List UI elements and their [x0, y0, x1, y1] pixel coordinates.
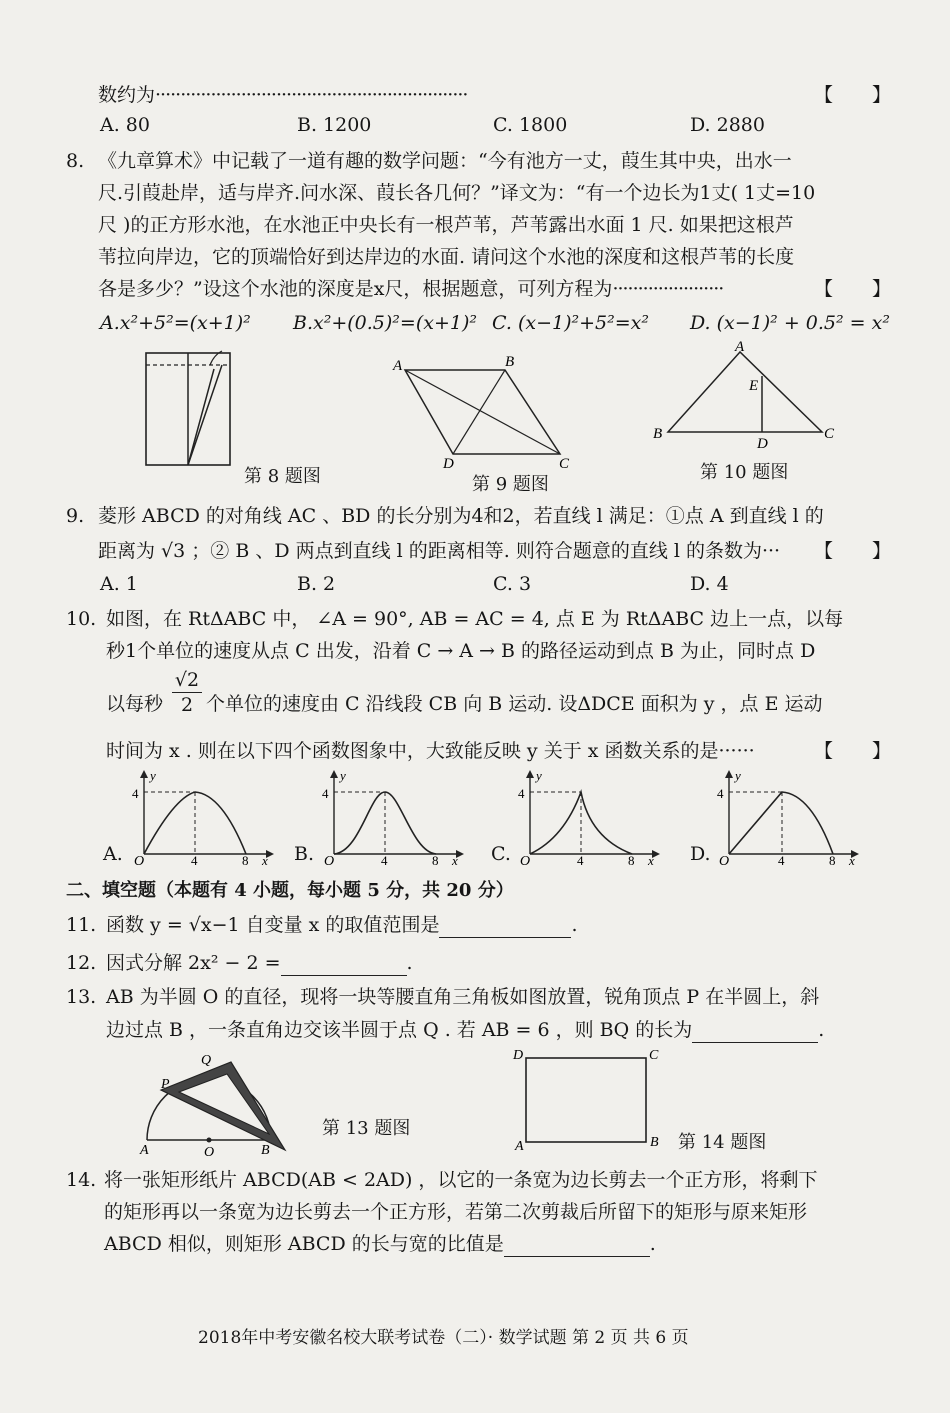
q8-option-d[interactable]: D. (x−1)² + 0.5² = x² — [690, 312, 890, 334]
svg-text:x: x — [262, 853, 268, 868]
svg-text:8: 8 — [829, 853, 836, 868]
q8-line-1: 《九章算术》中记载了一道有趣的数学问题：“今有池方一丈，葭生其中央，出水一 — [98, 150, 792, 172]
svg-text:y: y — [340, 768, 346, 783]
svg-text:8: 8 — [242, 853, 249, 868]
q9-figure-caption: 第 9 题图 — [472, 474, 549, 495]
q10-fraction-numerator: √2 — [172, 668, 202, 693]
q7-bracket-close: 】 — [872, 84, 892, 106]
svg-text:4: 4 — [577, 853, 584, 868]
q10-graph-option-d[interactable]: D. — [690, 843, 711, 865]
q8-line-4: 苇拉向岸边，它的顶端恰好到达岸边的水面. 请问这个水池的深度和这根芦苇的长度 — [98, 246, 795, 268]
svg-text:4: 4 — [322, 786, 329, 801]
q8-option-a[interactable]: A.x²+5²=(x+1)² — [100, 312, 251, 334]
q13-line-1: AB 为半圆 O 的直径，现将一块等腰直角三角板如图放置，锐角顶点 P 在半圆上，斜 — [106, 986, 820, 1008]
q9-rhombus-figure — [385, 352, 585, 477]
q10-graph-a[interactable] — [122, 768, 282, 868]
q13-figure-caption: 第 13 题图 — [322, 1118, 411, 1139]
svg-text:x: x — [452, 853, 458, 868]
q9-label-c: C — [559, 456, 570, 472]
q10-graph-c[interactable] — [508, 768, 668, 868]
q13-line-2: 边过点 B ，一条直角边交该半圆于点 Q . 若 AB = 6 ，则 BQ 的长为 . — [106, 1019, 825, 1041]
svg-text:4: 4 — [778, 853, 785, 868]
q8-bracket-open: 【 — [814, 278, 834, 300]
svg-text:y: y — [735, 768, 741, 783]
q9-number: 9. — [66, 505, 85, 527]
section-2-heading: 二、填空题（本题有 4 小题，每小题 5 分，共 20 分） — [66, 880, 514, 901]
svg-text:O: O — [324, 854, 335, 868]
q14-label-a: A — [515, 1139, 524, 1152]
q10-label-e: E — [749, 378, 759, 394]
q10-figure-caption: 第 10 题图 — [700, 462, 789, 483]
svg-text:y: y — [150, 768, 156, 783]
q8-line-5: 各是多少？”设这个水池的深度是x尺，根据题意，可列方程为······················ — [98, 278, 724, 300]
q10-graph-option-a[interactable]: A. — [103, 843, 123, 865]
svg-text:4: 4 — [518, 786, 525, 801]
q8-option-b[interactable]: B.x²+(0.5)²=(x+1)² — [293, 312, 477, 334]
q10-graph-d[interactable] — [707, 768, 867, 868]
svg-text:O: O — [520, 854, 531, 868]
q10-graph-option-c[interactable]: C. — [491, 843, 511, 865]
q12-text: 因式分解 2x² − 2 = . — [106, 952, 413, 974]
q13-semicircle-figure — [135, 1050, 320, 1160]
q14-number: 14. — [66, 1169, 97, 1191]
q9-bracket-close: 】 — [872, 540, 892, 562]
q14-line-1: 将一张矩形纸片 ABCD(AB < 2AD) ，以它的一条宽为边长剪去一个正方形，将剩下 — [104, 1169, 818, 1191]
svg-text:O: O — [719, 854, 730, 868]
q10-line-3a: 以每秒 — [106, 693, 164, 715]
svg-text:y: y — [536, 768, 542, 783]
q9-line-1: 菱形 ABCD 的对角线 AC 、BD 的长分别为4和2，若直线 l 满足：①点 A 到直线 l 的 — [98, 505, 824, 527]
q14-line-3: ABCD 相似，则矩形 ABCD 的长与宽的比值是 . — [104, 1233, 656, 1255]
q10-label-c: C — [824, 426, 835, 442]
q9-bracket-open: 【 — [814, 540, 834, 562]
q8-number: 8. — [66, 150, 85, 172]
q7-option-a[interactable]: A. 80 — [100, 114, 150, 136]
q9-option-a[interactable]: A. 1 — [100, 573, 138, 595]
q10-line-4: 时间为 x . 则在以下四个函数图象中，大致能反映 y 关于 x 函数关系的是······ — [106, 740, 755, 762]
q10-label-a: A — [735, 340, 745, 355]
q10-graph-b[interactable] — [312, 768, 472, 868]
svg-text:4: 4 — [191, 853, 198, 868]
q9-option-c[interactable]: C. 3 — [493, 573, 532, 595]
q9-label-b: B — [505, 354, 515, 370]
q13-number: 13. — [66, 986, 97, 1008]
q7-option-c[interactable]: C. 1800 — [493, 114, 568, 136]
q10-label-d: D — [757, 436, 768, 452]
svg-text:8: 8 — [628, 853, 635, 868]
q12-answer-blank[interactable] — [281, 955, 407, 976]
q13-label-p: P — [161, 1077, 170, 1092]
svg-text:8: 8 — [432, 853, 439, 868]
q9-label-a: A — [393, 358, 403, 374]
q10-triangle-figure — [650, 340, 845, 455]
svg-text:O: O — [134, 854, 145, 868]
q10-bracket-open: 【 — [814, 740, 834, 762]
q14-label-d: D — [513, 1048, 524, 1063]
q11-text: 函数 y = √x−1 自变量 x 的取值范围是 . — [106, 914, 578, 936]
q10-line-3b: 个单位的速度由 C 沿线段 CB 向 B 运动. 设ΔDCE 面积为 y ，点 E 运动 — [206, 693, 823, 715]
q8-line-2: 尺.引葭赴岸，适与岸齐.问水深、葭长各几何？”译文为：“有一个边长为1丈( 1丈=10 — [98, 182, 816, 204]
q10-label-b: B — [653, 426, 663, 442]
q11-number: 11. — [66, 914, 97, 936]
q8-line-3: 尺 )的正方形水池，在水池正中央长有一根芦苇，芦苇露出水面 1 尺. 如果把这根芦 — [98, 214, 794, 236]
q14-label-c: C — [649, 1048, 659, 1063]
q7-bracket-open: 【 — [814, 84, 834, 106]
q10-number: 10. — [66, 608, 97, 630]
q9-line-2: 距离为 √3 ；② B 、D 两点到直线 l 的距离相等. 则符合题意的直线 l 的条数为··· — [98, 540, 781, 562]
q9-option-d[interactable]: D. 4 — [690, 573, 729, 595]
svg-text:4: 4 — [381, 853, 388, 868]
q13-label-o: O — [204, 1145, 215, 1160]
q14-label-b: B — [650, 1135, 659, 1150]
svg-text:x: x — [648, 853, 654, 868]
svg-text:4: 4 — [717, 786, 724, 801]
svg-text:x: x — [849, 853, 855, 868]
q10-fraction — [172, 668, 202, 717]
svg-text:4: 4 — [132, 786, 139, 801]
q14-rectangle-figure — [508, 1042, 678, 1152]
q8-figure-caption: 第 8 题图 — [244, 466, 321, 487]
q8-option-c[interactable]: C. (x−1)²+5²=x² — [492, 312, 649, 334]
q7-tail: 数约为······························································ — [98, 84, 468, 106]
q14-line-2: 的矩形再以一条宽为边长剪去一个正方形，若第二次剪裁后所留下的矩形与原来矩形 — [104, 1201, 808, 1223]
q13-label-a: A — [140, 1143, 149, 1158]
q7-option-b[interactable]: B. 1200 — [297, 114, 372, 136]
q9-option-b[interactable]: B. 2 — [297, 573, 336, 595]
q10-graph-option-b[interactable]: B. — [294, 843, 315, 865]
q10-fraction-denominator: 2 — [180, 694, 194, 716]
page-footer: 2018年中考安徽名校大联考试卷（二）· 数学试题 第 2 页 共 6 页 — [198, 1328, 689, 1348]
q9-label-d: D — [443, 456, 454, 472]
q8-pool-figure — [140, 345, 250, 475]
q14-figure-caption: 第 14 题图 — [678, 1132, 767, 1153]
q10-line-2: 秒1个单位的速度从点 C 出发，沿着 C → A → B 的路径运动到点 B 为止，同时点 D — [106, 640, 816, 662]
q13-label-b: B — [261, 1143, 270, 1158]
q7-option-d[interactable]: D. 2880 — [690, 114, 765, 136]
q10-line-1: 如图，在 RtΔABC 中， ∠A = 90°, AB = AC = 4, 点 E 为 RtΔABC 边上一点，以每 — [106, 608, 844, 630]
q11-answer-blank[interactable] — [439, 917, 571, 938]
q14-answer-blank[interactable] — [504, 1236, 650, 1257]
q12-number: 12. — [66, 952, 97, 974]
q13-label-q: Q — [201, 1053, 212, 1068]
q13-answer-blank[interactable] — [692, 1022, 818, 1043]
q8-bracket-close: 】 — [872, 278, 892, 300]
q10-bracket-close: 】 — [872, 740, 892, 762]
